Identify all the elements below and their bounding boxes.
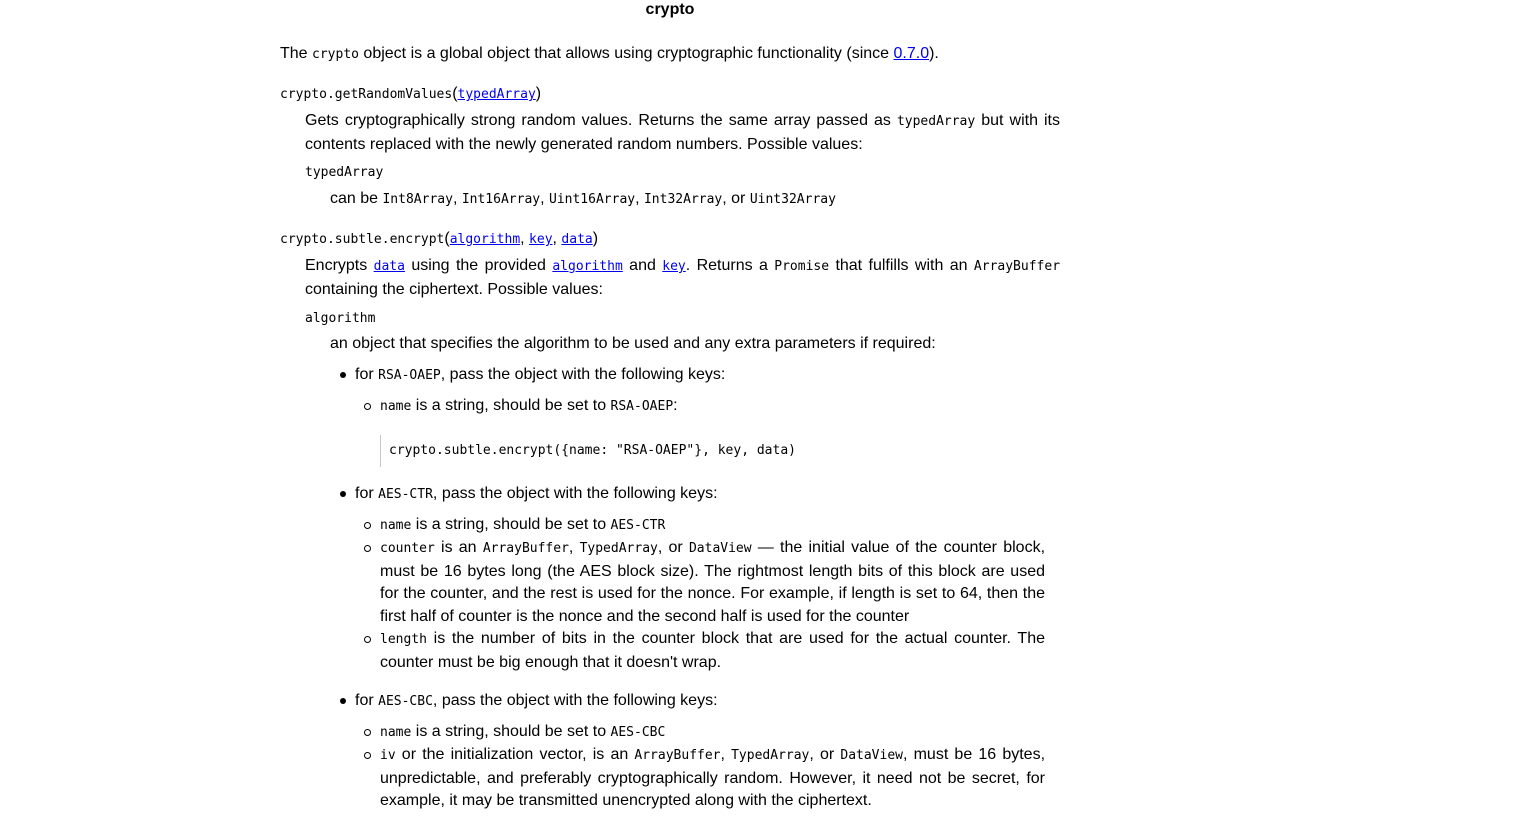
- encrypt-signature: [280, 229, 598, 250]
- paren: (: [444, 230, 450, 247]
- key-code: counter: [380, 541, 435, 556]
- paren: ): [592, 230, 599, 247]
- getrandomvalues-description: [305, 109, 1060, 156]
- key-code: name: [380, 518, 412, 533]
- param-link-typedarray[interactable]: typedArray: [457, 87, 536, 102]
- type-int8: Int8Array: [382, 192, 453, 207]
- method-name: crypto.subtle.encrypt: [280, 232, 445, 247]
- desc-text: is the number of bits in the counter block that are used for the actual counter. The counter must be big enough that it doesn't wrap.: [380, 630, 1045, 671]
- intro-text: object is a global object that allows using cryptographic functionality (since: [358, 45, 894, 62]
- rsa-name-key: [380, 396, 678, 417]
- cbc-code: AES-CBC: [378, 694, 433, 709]
- sep: , or: [809, 746, 841, 763]
- getrandomvalues-signature: [280, 84, 541, 105]
- version-link[interactable]: 0.7.0: [893, 45, 930, 62]
- cbc-iv-key: [380, 744, 1045, 813]
- desc-text: , pass the object with the following keys:: [432, 485, 718, 502]
- circle-bullet-icon: [364, 636, 371, 643]
- desc-text: using the provided: [404, 257, 553, 274]
- intro-text: ).: [929, 45, 939, 62]
- value-code: RSA-OAEP: [610, 399, 674, 414]
- desc-text: can be: [330, 190, 383, 207]
- bullet-icon: [340, 372, 346, 378]
- sep: ,: [520, 230, 530, 247]
- type-code: DataView: [688, 541, 752, 556]
- list-item-rsa-oaep: [355, 365, 725, 386]
- desc-text: , must be 16 bytes, unpredictable, and preferably cryptographically random. However, it need not be secret, for example, it may be transmitted unencrypted along with the ciphertext.: [380, 746, 1046, 809]
- key-link[interactable]: key: [662, 259, 686, 274]
- crypto-code: crypto: [312, 47, 359, 62]
- intro-paragraph: [280, 44, 939, 65]
- desc-text: is an: [434, 539, 483, 556]
- desc-text: , pass the object with the following keys:: [440, 366, 726, 383]
- desc-text: for: [355, 692, 379, 709]
- desc-text: . Returns a: [685, 257, 775, 274]
- ctr-length-key: [380, 628, 1045, 674]
- type-code: ArrayBuffer: [634, 748, 721, 763]
- circle-bullet-icon: [364, 403, 371, 410]
- encrypt-description: [305, 254, 1060, 301]
- paren: (: [452, 85, 458, 102]
- paren: ): [535, 85, 542, 102]
- cbc-name-key: [380, 722, 665, 743]
- key-code: length: [380, 632, 427, 647]
- desc-text: is a string, should be set to: [411, 516, 611, 533]
- desc-text: for: [355, 485, 379, 502]
- circle-bullet-icon: [364, 752, 371, 759]
- desc-text: is a string, should be set to: [411, 723, 611, 740]
- ctr-counter-key: [380, 537, 1045, 628]
- type-code: ArrayBuffer: [482, 541, 569, 556]
- list-item-aes-cbc: [355, 691, 718, 712]
- rsa-code: RSA-OAEP: [378, 368, 441, 383]
- list-item-aes-ctr: [355, 484, 718, 505]
- desc-text: is a string, should be set to: [411, 397, 611, 414]
- promise-code: Promise: [774, 259, 830, 274]
- value-code: AES-CTR: [610, 518, 666, 533]
- desc-text: :: [673, 397, 678, 414]
- sep: ,: [452, 190, 462, 207]
- circle-bullet-icon: [364, 522, 371, 529]
- method-name: crypto.getRandomValues: [280, 87, 453, 102]
- sep: ,: [720, 746, 732, 763]
- type-uint16: Uint16Array: [549, 192, 636, 207]
- data-link[interactable]: data: [373, 259, 405, 274]
- desc-text: that fulfills with an: [829, 257, 974, 274]
- circle-bullet-icon: [364, 545, 371, 552]
- sep: , or: [657, 539, 689, 556]
- sep: ,: [568, 539, 580, 556]
- param-link-data[interactable]: data: [561, 232, 593, 247]
- key-code: iv: [380, 748, 396, 763]
- desc-text: and: [622, 257, 663, 274]
- desc-text: — the initial value of the counter block, must be 16 bytes long (the AES block size). The rightmost length bits of this block are used for the counter, and the rest is used for the nonce. For example, if length is set to 64, then the first half of counter is the nonce and the second half is used for the counter: [380, 539, 1046, 625]
- page-title: crypto: [645, 1, 695, 18]
- bullet-icon: [340, 698, 346, 704]
- ctr-code: AES-CTR: [378, 487, 433, 502]
- type-int32: Int32Array: [643, 192, 723, 207]
- rsa-example-code-block: crypto.subtle.encrypt({name: "RSA-OAEP"}, key, data): [380, 435, 796, 467]
- bullet-icon: [340, 491, 346, 497]
- desc-text: for: [355, 366, 379, 383]
- value-code: AES-CBC: [610, 725, 666, 740]
- type-code: DataView: [840, 748, 903, 763]
- typedarray-values: [330, 189, 836, 210]
- desc-text: , pass the object with the following keys:: [432, 692, 718, 709]
- algorithm-term-description: an object that specifies the algorithm to be used and any extra parameters if required:: [330, 335, 936, 352]
- sep: ,: [552, 230, 562, 247]
- ctr-name-key: [380, 515, 665, 536]
- desc-text: containing the ciphertext. Possible values:: [305, 281, 603, 298]
- sep: ,: [540, 190, 549, 207]
- sep: , or: [722, 190, 750, 207]
- key-code: name: [380, 725, 412, 740]
- desc-text: Gets cryptographically strong random values. Returns the same array passed as: [305, 112, 897, 129]
- param-link-algorithm[interactable]: algorithm: [449, 232, 521, 247]
- arraybuffer-code: ArrayBuffer: [973, 259, 1061, 274]
- desc-text: or the initialization vector, is an: [395, 746, 635, 763]
- algorithm-link[interactable]: algorithm: [552, 259, 623, 274]
- desc-text: Encrypts: [305, 257, 374, 274]
- desc-code: typedArray: [896, 114, 976, 129]
- circle-bullet-icon: [364, 729, 371, 736]
- key-code: name: [380, 399, 412, 414]
- desc-text: but with its contents replaced with the newly generated random numbers. Possible values:: [305, 112, 1061, 153]
- algorithm-term: algorithm: [305, 311, 376, 326]
- intro-text: The: [280, 45, 313, 62]
- param-link-key[interactable]: key: [529, 232, 553, 247]
- type-int16: Int16Array: [461, 192, 541, 207]
- sep: ,: [635, 190, 644, 207]
- type-uint32: Uint32Array: [749, 192, 836, 207]
- type-code: TypedArray: [731, 748, 810, 763]
- typedarray-term: typedArray: [305, 165, 384, 180]
- type-code: TypedArray: [579, 541, 658, 556]
